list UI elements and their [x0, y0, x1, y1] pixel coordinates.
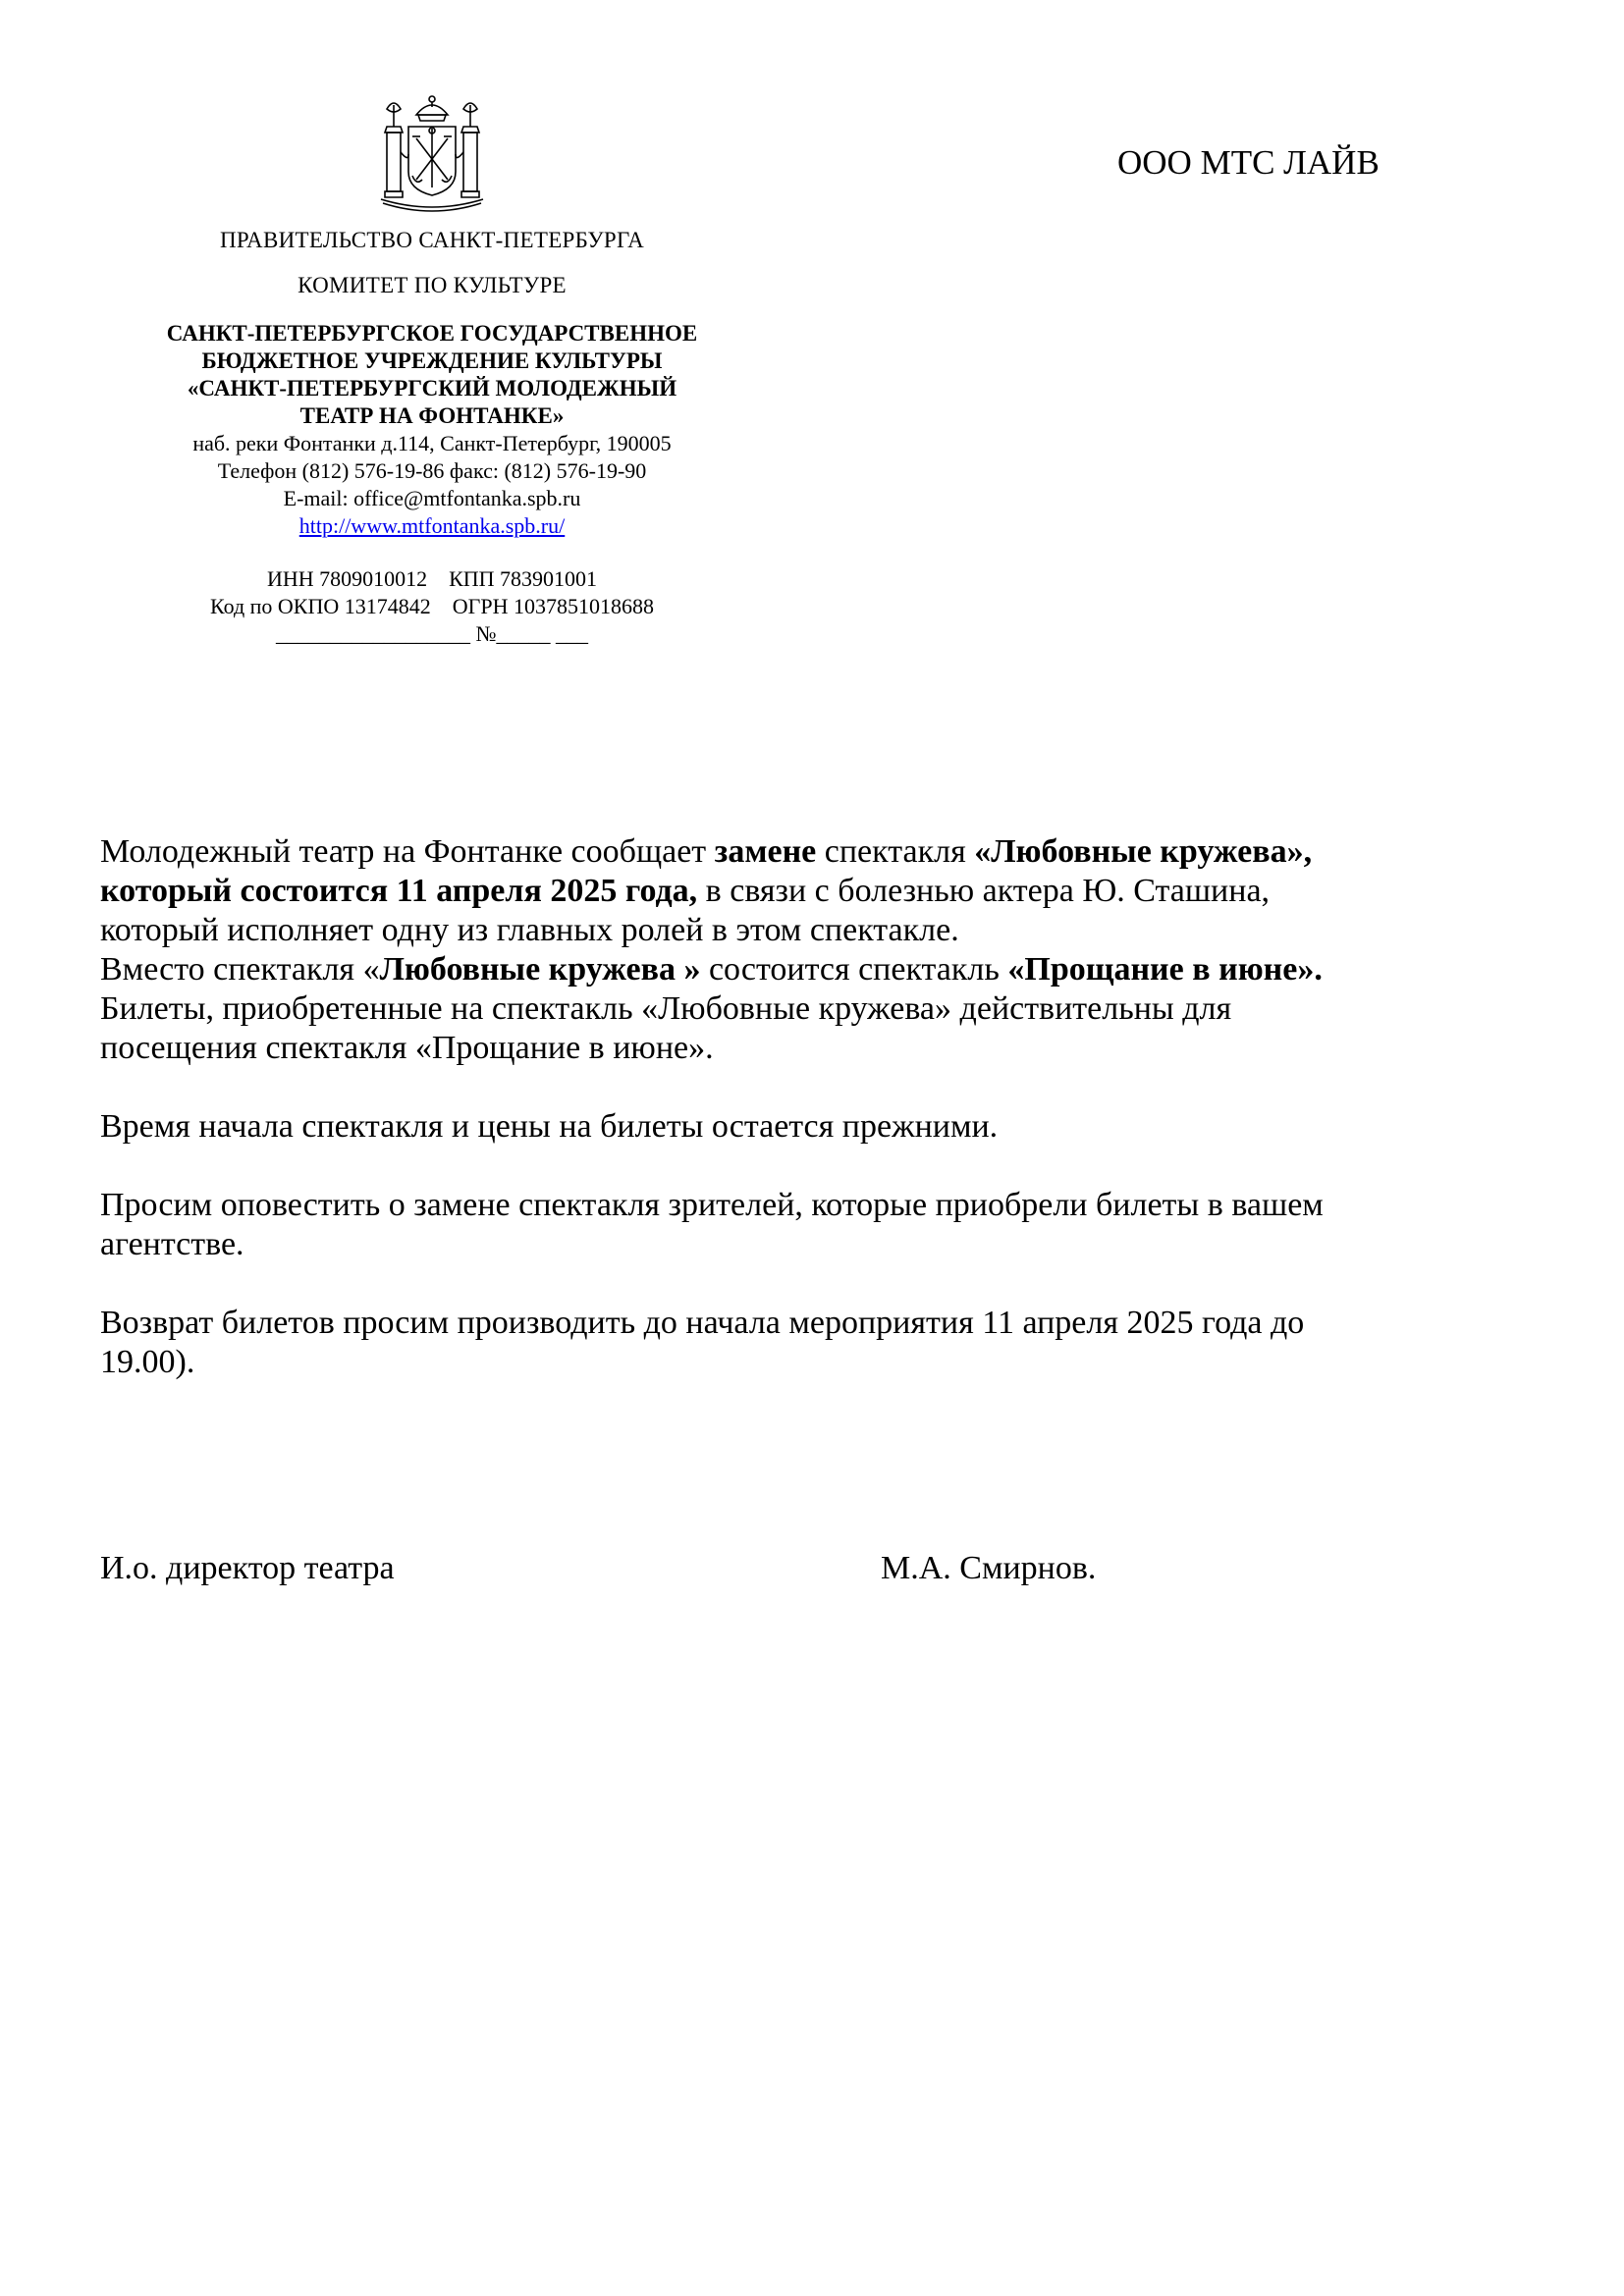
body-line [100, 832, 1543, 872]
text-run: Вместо спектакля « [100, 951, 380, 988]
org-name-line-2: БЮДЖЕТНОЕ УЧРЕЖДЕНИЕ КУЛЬТУРЫ [201, 348, 663, 373]
text-run: состоится спектакль [700, 951, 1008, 988]
registration-block [88, 565, 776, 648]
body-line: 19.00). [100, 1344, 195, 1380]
text-run-bold: замене [714, 833, 817, 870]
okpo-ogrn-line [88, 593, 776, 620]
body-line [100, 950, 1543, 989]
paragraph-notify [100, 1186, 1543, 1264]
phone-fax: Телефон (812) 576-19-86 факс: (812) 576-19-90 [217, 458, 647, 483]
outgoing-number-line: __________________ №_____ ___ [276, 621, 588, 646]
st-petersburg-coat-of-arms-icon [373, 93, 491, 216]
text-run-bold: «Любовные кружева», [974, 833, 1313, 870]
org-name-line-4: ТЕАТР НА ФОНТАНКЕ» [299, 403, 565, 428]
paragraph-start-time [100, 1107, 1543, 1147]
ogrn: ОГРН 1037851018688 [452, 594, 654, 618]
inn-kpp-line [88, 565, 776, 593]
body-line: агентстве. [100, 1226, 244, 1262]
kpp: КПП 783901001 [449, 566, 598, 591]
text-run-bold: Любовные кружева » [379, 951, 701, 988]
signatory-title: И.о. директор театра [100, 1550, 395, 1586]
government-name: ПРАВИТЕЛЬСТВО САНКТ-ПЕТЕРБУРГА [219, 228, 645, 252]
organization-name [88, 320, 776, 430]
text-run-bold: «Прощание в июне». [1007, 951, 1323, 988]
signatory-name: М.А. Смирнов. [881, 1550, 1097, 1586]
address: наб. реки Фонтанки д.114, Санкт-Петербург, 190005 [192, 431, 672, 455]
letterhead [88, 93, 776, 648]
text-run: Молодежный театр на Фонтанке сообщает [100, 833, 715, 870]
org-name-line-1: САНКТ-ПЕТЕРБУРГСКОЕ ГОСУДАРСТВЕННОЕ [166, 321, 698, 346]
text-run: в связи с болезнью актера Ю. Сташина, [697, 873, 1271, 909]
committee-name: КОМИТЕТ ПО КУЛЬТУРЕ [298, 273, 567, 297]
body-line [100, 872, 1543, 911]
org-name-line-3: «САНКТ-ПЕТЕРБУРГСКИЙ МОЛОДЕЖНЫЙ [187, 376, 677, 400]
website-link[interactable]: http://www.mtfontanka.spb.ru/ [298, 513, 566, 538]
body-line: Время начала спектакля и цены на билеты остается прежними. [100, 1108, 999, 1145]
paragraph-refund [100, 1304, 1543, 1382]
text-run-bold: который состоится 11 апреля 2025 года, [100, 873, 698, 909]
paragraph-replacement [100, 832, 1543, 1068]
body-line: который исполняет одну из главных ролей в этом спектакле. [100, 912, 959, 948]
body-line: Возврат билетов просим производить до начала мероприятия 11 апреля 2025 года до [100, 1305, 1305, 1341]
body-line: Просим оповестить о замене спектакля зрителей, которые приобрели билеты в вашем [100, 1187, 1324, 1223]
addressee: ООО МТС ЛАЙВ [1117, 143, 1380, 182]
contact-block [88, 430, 776, 540]
inn: ИНН 7809010012 [266, 566, 428, 591]
text-run: спектакля [816, 833, 975, 870]
body-line: посещения спектакля «Прощание в июне». [100, 1030, 714, 1066]
email: E-mail: office@mtfontanka.spb.ru [283, 486, 581, 510]
okpo: Код по ОКПО 13174842 [210, 594, 431, 618]
letter-body [100, 832, 1543, 1382]
body-line: Билеты, приобретенные на спектакль «Любовные кружева» действительны для [100, 990, 1232, 1027]
